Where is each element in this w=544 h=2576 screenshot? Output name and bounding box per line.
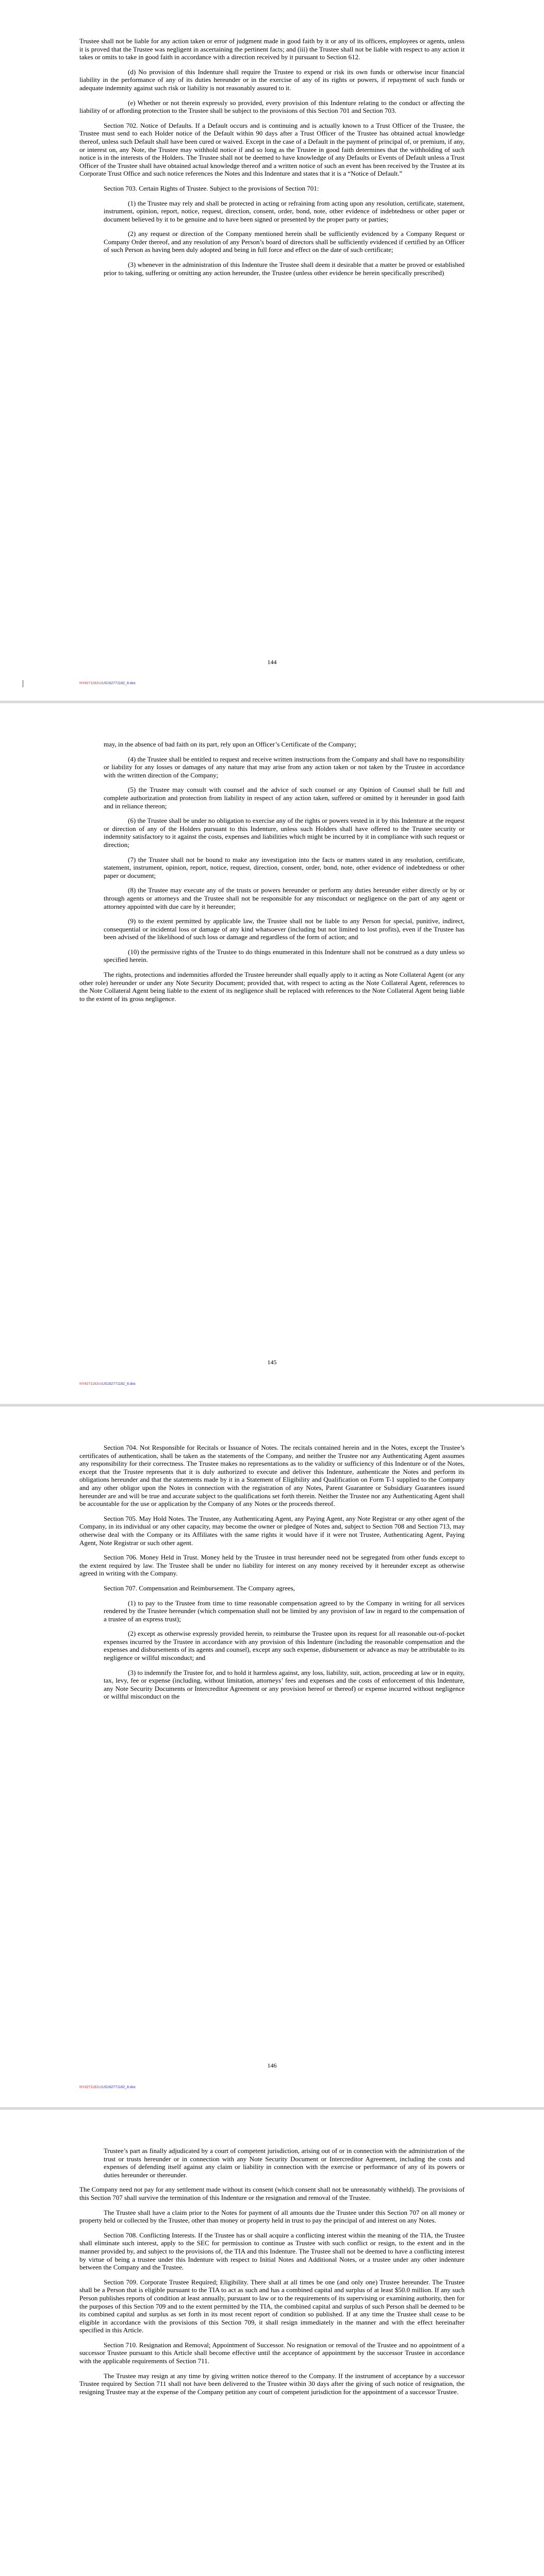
paragraph: (1) to pay to the Trustee from time to time reasonable compensation agreed to by the Company in writing for all services rendered by the Trustee hereunder (which compensation shall not be limited by any provision of law in regard to the compensation of a trustee of an express trust); xyxy=(104,1599,465,1623)
footer-doc-code xyxy=(79,682,136,685)
paragraph: Section 707. Compensation and Reimbursement. The Company agrees, xyxy=(104,1584,295,1592)
paragraph: Trustee shall not be liable for any action taken or error of judgment made in good faith by it or any of its officers, employees or agents, unless it is proved that the Trustee was negligent in ascertaining the pertinent facts; and (iii) the Trustee shall not be liable with respect to any action it takes or omits to take in good faith in accordance with a direction received by it pursuant to Section 612. xyxy=(79,37,465,61)
paragraph: (3) whenever in the administration of this Indenture the Trustee shall deem it desirable that a matter be proved or established prior to taking, suffering or omitting any action hereunder, the Trustee (unless other evidence be herein specifically prescribed) xyxy=(104,261,465,277)
page-145 xyxy=(0,703,544,1404)
paragraph: (1) the Trustee may rely and shall be protected in acting or refraining from acting upon any resolution, certificate, statement, instrument, opinion, report, notice, request, direction, consent, order, bond, note, other evidence of indebtedness or other paper or document believed by it to be genuine and to have been signed or presented by the proper party or parties; xyxy=(104,199,465,223)
paragraph: Section 703. Certain Rights of Trustee. Subject to the provisions of Section 701: xyxy=(104,184,319,192)
paragraph: Section 706. Money Held in Trust. Money held by the Trustee in trust hereunder need not be segregated from other funds except to the extent required by law. The Trustee shall be under no liability for interest on any money received by it hereunder except as otherwise agreed in writing with the Company. xyxy=(79,1553,465,1578)
paragraph: (5) the Trustee may consult with counsel and the advice of such counsel or any Opinion of Counsel shall be full and complete authorization and protection from liability in respect of any action taken, suffered or omitted by it hereunder in good faith and in reliance thereon; xyxy=(104,786,465,810)
page-146 xyxy=(0,1406,544,2107)
page-147 xyxy=(0,2110,544,2576)
footer-code-new: US162771182_8.doc xyxy=(102,1382,136,1386)
footer-doc-code xyxy=(79,2086,136,2089)
paragraph: The Trustee may resign at any time by giving written notice thereof to the Company. If the instrument of acceptance by a successor Trustee required by Section 711 shall not have been delivered to the Trustee within 30 days after the giving of such notice of resignation, the resigning Trustee may at the expense of the Company petition any court of competent jurisdiction for the appointment of a successor Trustee. xyxy=(79,2371,465,2396)
page-number: 144 xyxy=(267,658,277,666)
page-body xyxy=(79,1444,465,1707)
footer-code-old: NY#271182v1 xyxy=(79,1382,102,1386)
footer-code-new: US162771182_8.doc xyxy=(102,682,136,685)
footer-doc-code xyxy=(79,1382,136,1386)
paragraph: (2) except as otherwise expressly provided herein, to reimburse the Trustee upon its request for all reasonable out-of-pocket expenses incurred by the Trustee in accordance with any provision of this Indenture (including the reasonable compensation and the expenses and disbursements of its agents and counsel), except any such expense, disbursement or advance as may be attributable to its negligence or willful misconduct; and xyxy=(104,1630,465,1662)
paragraph: The Company need not pay for any settlement made without its consent (which consent shall not be unreasonably withheld). The provisions of this Section 707 shall survive the termination of this Indenture or the resignation and removal of the Trustee. xyxy=(79,2185,465,2201)
page-144 xyxy=(0,0,544,701)
paragraph: (8) the Trustee may execute any of the trusts or powers hereunder or perform any duties hereunder either directly or by or through agents or attorneys and the Trustee shall not be responsible for any misconduct or negligence on the part of any agent or attorney appointed with due care by it hereunder; xyxy=(104,886,465,910)
paragraph: (6) the Trustee shall be under no obligation to exercise any of the rights or powers vested in it by this Indenture at the request or direction of any of the Holders pursuant to this Indenture, unless such Holders shall have offered to the Trustee security or indemnity satisfactory to it against the costs, expenses and liabilities which might be incurred by it in compliance with such request or direction; xyxy=(104,817,465,849)
paragraph: Section 709. Corporate Trustee Required; Eligibility. There shall at all times be one (and only one) Trustee hereunder. The Trustee shall be a Person that is eligible pursuant to the TIA to act as such and has a combined capital and surplus of at least $50.0 million. If any such Person publishes reports of condition at least annually, pursuant to law or to the requirements of its supervising or examining authority, then for the purposes of this Section 709 and to the extent permitted by the TIA, the combined capital and surplus of such Person shall be deemed to be its combined capital and surplus as set forth in its most recent report of condition so published. If at any time the Trustee shall cease to be eligible in accordance with the provisions of this Section 709, it shall resign immediately in the manner and with the effect hereinafter specified in this Article. xyxy=(79,2278,465,2334)
paragraph: The Trustee shall have a claim prior to the Notes for payment of all amounts due the Trustee under this Section 707 on all money or property held or collected by the Trustee, other than money or property held in trust to pay the principal of and interest on any Notes. xyxy=(79,2208,465,2225)
paragraph: Section 704. Not Responsible for Recitals or Issuance of Notes. The recitals contained herein and in the Notes, except the Trustee’s certificates of authentication, shall be taken as the statements of the Company, and neither the Trustee nor any Authenticating Agent assumes any responsibility for their correctness. The Trustee makes no representations as to the validity or sufficiency of this Indenture or of the Notes, except that the Trustee represents that it is duly authorized to execute and deliver this Indenture, authenticate the Notes and perform its obligations hereunder and that the statements made by it in a Statement of Eligibility and Qualification on Form T-1 supplied to the Company and any other obligor upon the Notes in connection with the registration of any Notes, Parent Guarantee or Subsidiary Guarantees issued hereunder are and will be true and accurate subject to the qualifications set forth therein. Neither the Trustee nor any Authenticating Agent shall be accountable for the use or application by the Company of any Notes or the proceeds thereof. xyxy=(79,1444,465,1508)
paragraph: (3) to indemnify the Trustee for, and to hold it harmless against, any loss, liability, suit, action, proceeding at law or in equity, tax, levy, fee or expense (including, without limitation, attorneys’ fees and expenses and the costs of enforcement of this Indenture, any Note Security Documents or Intercreditor Agreement or any provision hereof or thereof) or expense incurred without negligence or willful misconduct on the xyxy=(104,1668,465,1701)
footer-code-old: NY#271182v1 xyxy=(79,682,102,685)
paragraph: Section 710. Resignation and Removal; Appointment of Successor. No resignation or removal of the Trustee and no appointment of a successor Trustee pursuant to this Article shall become effective until the acceptance of appointment by the successor Trustee in accordance with the applicable requirements of Section 711. xyxy=(79,2341,465,2365)
page-number: 145 xyxy=(267,1359,277,1366)
page-number: 146 xyxy=(267,2062,277,2069)
paragraph: Section 705. May Hold Notes. The Trustee, any Authenticating Agent, any Paying Agent, any Note Registrar or any other agent of the Company, in its individual or any other capacity, may become the owner or pledgee of Notes and, subject to Section 708 and Section 713, may otherwise deal with the Company or its Affiliates with the same rights it would have if it were not Trustee, Authenticating Agent, Paying Agent, Note Registrar or such other agent. xyxy=(79,1514,465,1547)
paragraph: Section 708. Conflicting Interests. If the Trustee has or shall acquire a conflicting interest within the meaning of the TIA, the Trustee shall eliminate such interest, apply to the SEC for permission to continue as Trustee with such conflict or resign, to the extent and in the manner provided by, and subject to the provisions of, the TIA and this Indenture. The Trustee shall not be deemed to have a conflicting interest by virtue of being a trustee under this Indenture with respect to Initial Notes and Additional Notes, or a trustee under any other indenture between the Company and the Trustee. xyxy=(79,2231,465,2272)
footer-code-old: NY#271182v1 xyxy=(79,2086,102,2089)
paragraph: (7) the Trustee shall not be bound to make any investigation into the facts or matters stated in any resolution, certificate, statement, instrument, opinion, report, notice, request, direction, consent, order, bond, note, other evidence of indebtedness or other paper or document; xyxy=(104,855,465,879)
paragraph: (d) No provision of this Indenture shall require the Trustee to expend or risk its own funds or otherwise incur financial liability in the performance of any of its duties hereunder or in the exercise of any of its rights or powers, if repayment of such funds or adequate indemnity against such risk or liability is not reasonably assured to it. xyxy=(79,67,465,92)
page-body xyxy=(79,740,465,1009)
paragraph: (4) the Trustee shall be entitled to request and receive written instructions from the Company and shall have no responsibility or liability for any losses or damages of any nature that may arise from any action taken or not taken by the Trustee in accordance with the written direction of the Company; xyxy=(104,755,465,779)
paragraph: Section 702. Notice of Defaults. If a Default occurs and is continuing and is actually known to a Trust Officer of the Trustee, the Trustee must send to each Holder notice of the Default within 90 days after a Trust Officer of the Trustee has obtained actual knowledge thereof, unless such Default shall have been cured or waived. Except in the case of a Default in the payment of principal of, or premium, if any, or interest on, any Note, the Trustee may withhold notice if and so long as the Trustee in good faith determines that the withholding of such notice is in the interests of the Holders. The Trustee shall not be deemed to have knowledge of any Defaults or Events of Default unless a Trust Officer of the Trustee shall have obtained actual knowledge thereof and a written notice of such an event has been received by the Trustee at its Corporate Trust Office and such notice references the Notes and this Indenture and states that it is a “Notice of Default.” xyxy=(79,121,465,178)
page-body xyxy=(79,37,465,283)
paragraph: may, in the absence of bad faith on its part, rely upon an Officer’s Certificate of the Company; xyxy=(104,740,356,748)
paragraph: (e) Whether or not therein expressly so provided, every provision of this Indenture relating to the conduct or affecting the liability of or affording protection to the Trustee shall be subject to the provisions of this Section 701 and Section 703. xyxy=(79,98,465,115)
footer-code-new: US162771182_8.doc xyxy=(102,2086,136,2089)
paragraph: The rights, protections and indemnities afforded the Trustee hereunder shall equally apply to it acting as Note Collateral Agent (or any other role) hereunder or under any Note Security Document; provided that, with respect to acting as the Note Collateral Agent, references to the Note Collateral Agent being liable to the extent of its negligence shall be replaced with references to the Note Collateral Agent being liable to the extent of its gross negligence. xyxy=(79,971,465,1003)
paragraph: (9) to the extent permitted by applicable law, the Trustee shall not be liable to any Person for special, punitive, indirect, consequential or incidental loss or damage of any kind whatsoever (including but not limited to lost profits), even if the Trustee has been advised of the likelihood of such loss or damage and regardless of the form of action; and xyxy=(104,917,465,941)
page-body xyxy=(79,2147,465,2402)
paragraph: (2) any request or direction of the Company mentioned herein shall be sufficiently evidenced by a Company Request or Company Order thereof, and any resolution of any Person’s board of directors shall be sufficiently evidenced if certified by an Officer of such Person as having been duly adopted and being in full force and effect on the date of such certificate; xyxy=(104,230,465,254)
paragraph: (10) the permissive rights of the Trustee to do things enumerated in this Indenture shall not be construed as a duty unless so specified herein. xyxy=(104,947,465,964)
paragraph: Trustee’s part as finally adjudicated by a court of competent jurisdiction, arising out of or in connection with the administration of the trust or trusts hereunder or in connection with any Note Security Document or Intercreditor Agreement, including the costs and expenses of defending itself against any claim or liability in connection with the exercise or performance of any of its powers or duties hereunder or thereunder. xyxy=(104,2147,465,2179)
